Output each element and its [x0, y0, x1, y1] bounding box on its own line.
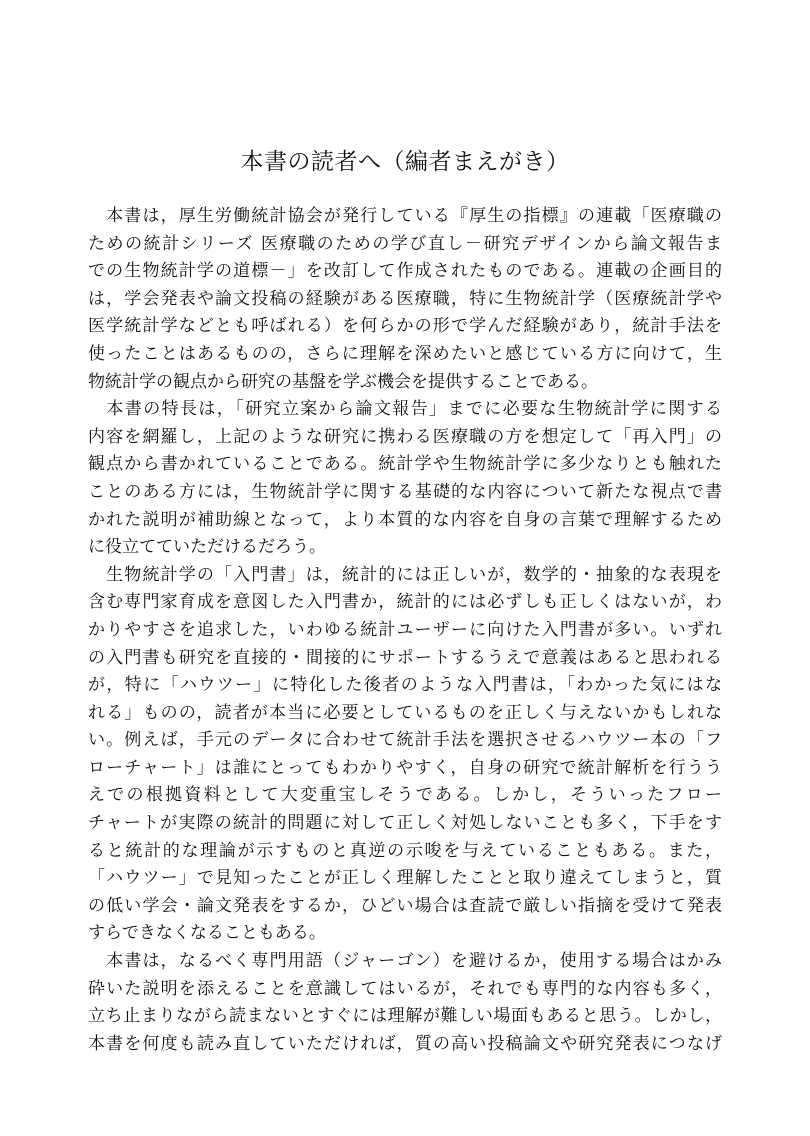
text-line: えでの根拠資料として大変重宝しそうである。しかし，そういったフロー: [88, 785, 722, 806]
text-line: 物統計学の観点から研究の基盤を学ぶ機会を提供することである。: [88, 371, 598, 392]
body-text: [88, 203, 722, 1058]
text-line: かれた説明が補助線となって，より本質的な内容を自身の言葉で理解するため: [88, 509, 722, 530]
text-line: 砕いた説明を添えることを意識してはいるが，それでも専門的な内容も多く，: [88, 978, 722, 999]
text-line: 本書は，厚生労働統計協会が発行している『厚生の指標』の連載「医療職の: [88, 206, 722, 226]
text-line: に役立てていただけるだろう。: [88, 537, 326, 558]
text-line: 生物統計学の「入門書」は，統計的には正しいが，数学的・抽象的な表現を: [88, 564, 722, 585]
text-line: 本書は，なるべく専門用語（ジャーゴン）を避けるか，使用する場合はかみ: [88, 951, 722, 972]
text-line: 本書を何度も読み直していただければ，質の高い投稿論文や研究発表につなげ: [88, 1033, 722, 1054]
text-line: の入門書も研究を直接的・間接的にサポートするうえで意義はあると思われる: [88, 647, 722, 668]
text-line: 内容を網羅し，上記のような研究に携わる医療職の方を想定して「再入門」の: [88, 426, 722, 447]
text-line: ると統計的な理論が示すものと真逆の示唆を与えていることもある。また，: [88, 840, 722, 861]
text-line: 立ち止まりながら読まないとすぐには理解が難しい場面もあると思う。しかし，: [88, 1006, 722, 1027]
text-line: 本書の特長は，「研究立案から論文報告」までに必要な生物統計学に関する: [88, 399, 722, 420]
text-line: ことのある方には，生物統計学に関する基礎的な内容について新たな視点で書: [88, 481, 722, 502]
text-line: 使ったことはあるものの，さらに理解を深めたいと感じている方に向けて，生: [88, 343, 722, 364]
text-line: チャートが実際の統計的問題に対して正しく対処しないことも多く，下手をす: [88, 813, 722, 834]
text-line: かりやすさを追求した，いわゆる統計ユーザーに向けた入門書が多い。いずれ: [88, 619, 722, 640]
text-line: 医学統計学などとも呼ばれる）を何らかの形で学んだ経験があり，統計手法を: [88, 316, 722, 337]
text-line: 観点から書かれていることである。統計学や生物統計学に多少なりとも触れた: [88, 454, 722, 475]
text-line: 含む専門家育成を意図した入門書か，統計的には必ずしも正しくはないが，わ: [88, 592, 722, 613]
text-line: 「ハウツー」で見知ったことが正しく理解したことと取り違えてしまうと，質: [88, 868, 722, 889]
text-line: は，学会発表や論文投稿の経験がある医療職，特に生物統計学（医療統計学や: [88, 288, 722, 309]
text-line: すらできなくなることもある。: [88, 923, 326, 944]
text-line: ための統計シリーズ 医療職のための学び直し－研究デザインから論文報告ま: [88, 233, 722, 254]
text-line: れる」ものの，読者が本当に必要としているものを正しく与えないかもしれな: [88, 702, 722, 723]
page-title: 本書の読者へ（編者まえがき）: [240, 149, 570, 175]
text-line: の低い学会・論文発表をするか，ひどい場合は査読で厳しい指摘を受けて発表: [88, 895, 722, 916]
text-line: ローチャート」は誰にとってもわかりやすく，自身の研究で統計解析を行うう: [88, 757, 722, 778]
text-line: が，特に「ハウツー」に特化した後者のような入門書は，「わかった気にはな: [88, 675, 722, 696]
text-line: での生物統計学の道標－」を改訂して作成されたものである。連載の企画目的: [88, 261, 722, 282]
text-line: い。例えば，手元のデータに合わせて統計手法を選択させるハウツー本の「フ: [88, 730, 722, 751]
